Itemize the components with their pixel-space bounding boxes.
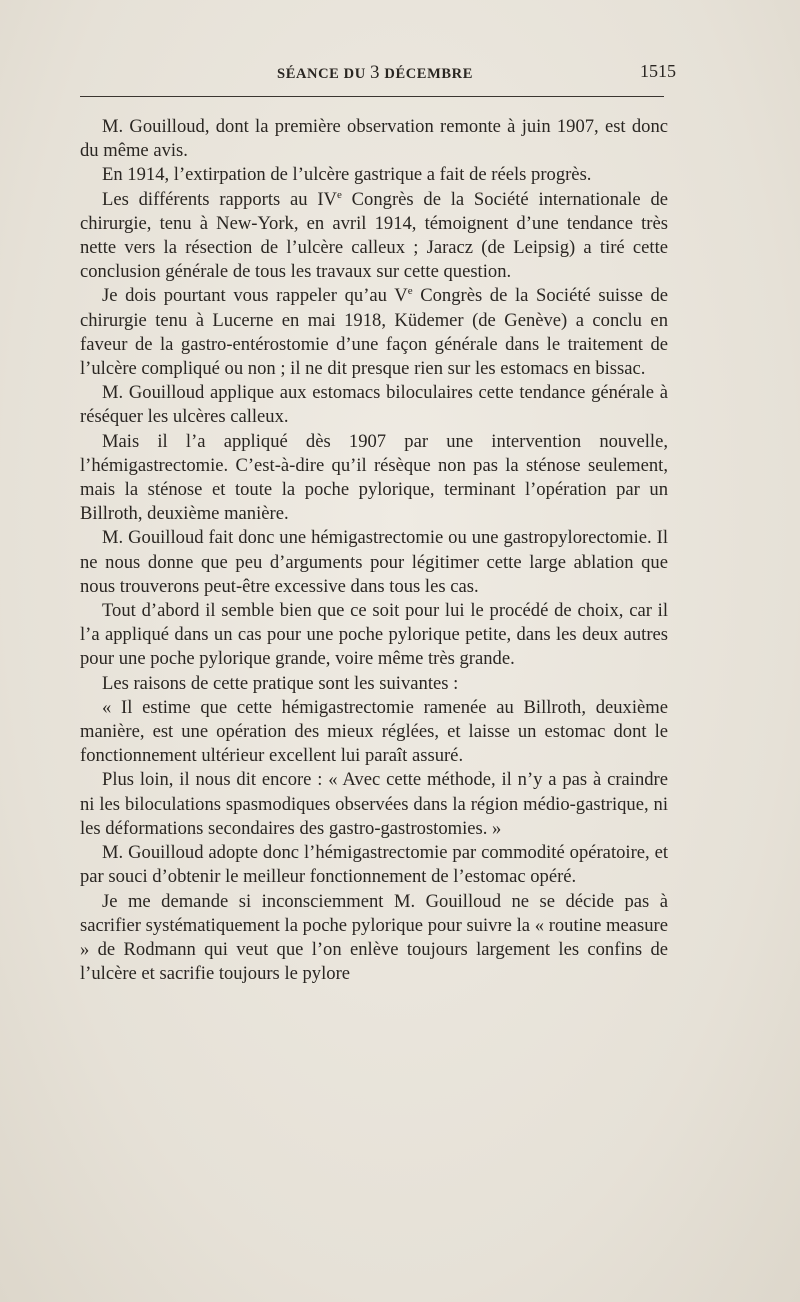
paragraph: Les différents rapports au IVe Congrès de la Société internationale de chirurgie, tenu à New-York, en avril 1914, témoignent d’une tendance très nette vers la résection de l’ulcère calleux ; Jaracz (de Leipsig) a tiré cette conclusion générale de tous les travaux sur cette question. xyxy=(80,188,668,283)
paragraph: M. Gouilloud adopte donc l’hémigastrectomie par commodité opératoire, et par souci d’obtenir le meilleur fonctionnement de l’estomac opéré. xyxy=(80,842,668,888)
paragraph: « Il estime que cette hémigastrectomie ramenée au Billroth, deuxième manière, est une opération des mieux réglées, et laisse un estomac dont le fonctionnement ultérieur excellent lui paraît assuré. xyxy=(80,696,668,767)
paragraph: M. Gouilloud, dont la première observation remonte à juin 1907, est donc du même avis. xyxy=(80,116,668,162)
running-title xyxy=(80,62,670,84)
paragraph: M. Gouilloud fait donc une hémigastrectomie ou une gastropylorectomie. Il ne nous donne que peu d’arguments pour légitimer cette large ablation que nous trouverons peut-être excessive dans tous les cas. xyxy=(80,527,668,597)
paragraph: Plus loin, il nous dit encore : « Avec cette méthode, il n’y a pas à craindre ni les biloculations spasmodiques observées dans la région médio-gastrique, ni les déformations secondaires des gastro-gastrostomies. » xyxy=(80,769,668,839)
running-head xyxy=(80,58,676,86)
title-suffix: DÉCEMBRE xyxy=(380,66,473,82)
paragraph: Les raisons de cette pratique sont les suivantes : xyxy=(102,672,459,694)
title-day: 3 xyxy=(370,62,381,83)
paragraph: Je dois pourtant vous rappeler qu’au Ve Congrès de la Société suisse de chirurgie tenu à Lucerne en mai 1918, Küdemer (de Genève) a conclu en faveur de la gastro-entérostomie d’une façon générale dans le traitement de l’ulcère compliqué ou non ; il ne dit presque rien sur les estomacs en bissac. xyxy=(80,285,668,380)
body-text xyxy=(80,115,668,986)
paragraph: Je me demande si inconsciemment M. Gouilloud ne se décide pas à sacrifier systématiquement la poche pylorique pour suivre la « routine measure » de Rodmann qui veut que l’on enlève toujours largement les confins de l’ulcère et sacrifie toujours le pylore xyxy=(80,890,668,985)
paragraph: En 1914, l’extirpation de l’ulcère gastrique a fait de réels progrès. xyxy=(102,164,592,186)
page-number: 1515 xyxy=(640,61,676,81)
paragraph: Mais il l’a appliqué dès 1907 par une intervention nouvelle, l’hémigastrectomie. C’est-à-dire qu’il résèque non pas la sténose seulement, mais la sténose et toute la poche pylorique, terminant l’opération par un Billroth, deuxième manière. xyxy=(80,430,668,525)
header-rule xyxy=(80,96,664,97)
title-prefix: SÉANCE DU xyxy=(277,66,371,82)
paragraph: M. Gouilloud applique aux estomacs biloculaires cette tendance générale à réséquer les ulcères calleux. xyxy=(80,382,668,428)
paragraph: Tout d’abord il semble bien que ce soit pour lui le procédé de choix, car il l’a appliqué dans un cas pour une poche pylorique petite, dans les deux autres pour une poche pylorique grande, voire même très grande. xyxy=(80,600,668,670)
